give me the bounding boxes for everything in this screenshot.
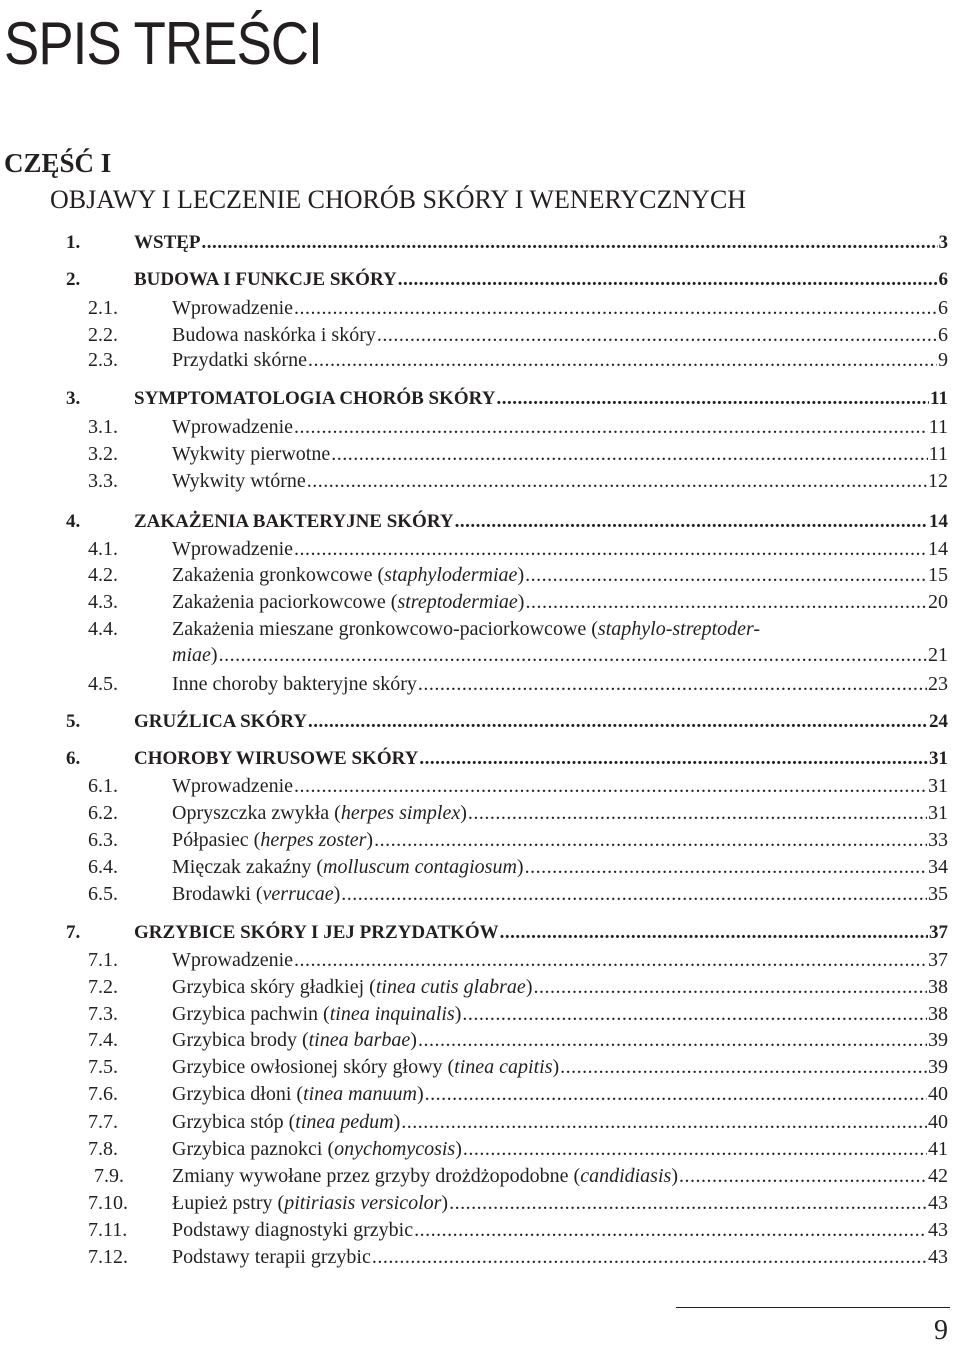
toc-number: 7.6.: [88, 1083, 118, 1105]
toc-leader: [372, 1243, 927, 1271]
toc-leader: [496, 385, 929, 413]
toc-entry[interactable]: [0, 1080, 960, 1108]
toc-label: Półpasiec (herpes zoster): [172, 829, 374, 851]
toc-leader: [398, 266, 938, 294]
toc-page: 33: [928, 829, 948, 851]
toc-page: 38: [928, 976, 948, 998]
toc-label-continued: miae): [172, 644, 218, 666]
toc-page: 43: [928, 1219, 948, 1241]
toc-label: Wprowadzenie: [172, 775, 294, 797]
toc-label: Wprowadzenie: [172, 416, 294, 438]
toc-number: 3.1.: [88, 416, 118, 438]
toc-leader: [463, 1135, 927, 1163]
toc-page: 23: [928, 673, 948, 695]
toc-leader: [525, 853, 927, 881]
toc-entry[interactable]: [0, 1135, 960, 1163]
toc-label: Mięczak zakaźny (molluscum contagiosum): [172, 856, 524, 878]
toc-number: 6.3.: [88, 829, 118, 851]
toc-leader: [455, 508, 928, 536]
toc-entry[interactable]: [0, 708, 960, 736]
toc-entry[interactable]: [0, 508, 960, 536]
page-title: SPIS TREŚCI: [4, 10, 322, 77]
toc-entry[interactable]: [0, 615, 960, 643]
toc-label: Podstawy terapii grzybic: [172, 1246, 371, 1268]
toc-label: Podstawy diagnostyki grzybic: [172, 1219, 414, 1241]
toc-page: 14: [928, 538, 948, 560]
toc-number: 7.12.: [88, 1246, 128, 1268]
toc-entry[interactable]: [0, 1026, 960, 1054]
toc-label: Zakażenia paciorkowcowe (streptodermiae): [172, 591, 525, 613]
toc-leader: [341, 880, 927, 908]
toc-number: 3.3.: [88, 470, 118, 492]
toc-leader: [418, 670, 927, 698]
toc-page: 9: [938, 349, 948, 371]
toc-label: Zmiany wywołane przez grzyby drożdżopodobne (candidiasis): [172, 1165, 678, 1187]
toc-leader: [414, 1216, 927, 1244]
toc-label: Grzybice owłosionej skóry głowy (tinea capitis): [172, 1056, 560, 1078]
toc-label: Grzybica stóp (tinea pedum): [172, 1111, 401, 1133]
toc-leader: [294, 946, 927, 974]
toc-number: 3.2.: [88, 443, 118, 465]
toc-leader: [679, 1162, 927, 1190]
toc-label: Wprowadzenie: [172, 297, 294, 319]
toc-entry[interactable]: [0, 346, 960, 374]
toc-entry[interactable]: [0, 745, 960, 773]
toc-page: 3: [938, 232, 948, 253]
part-heading: CZĘŚĆ I: [4, 148, 112, 178]
toc-page: 43: [928, 1192, 948, 1214]
toc-entry[interactable]: [0, 799, 960, 827]
toc-number: 7.10.: [88, 1192, 128, 1214]
toc-label: BUDOWA I FUNKCJE SKÓRY: [134, 269, 397, 290]
toc-page: 38: [928, 1003, 948, 1025]
toc-number: 6.4.: [88, 856, 118, 878]
toc-number: 5.: [66, 711, 81, 732]
toc-label: GRZYBICE SKÓRY I JEJ PRZYDATKÓW: [134, 922, 499, 943]
toc-number: 7.1.: [88, 949, 118, 971]
toc-label: Wykwity pierwotne: [172, 443, 331, 465]
toc-page: 6: [938, 297, 948, 319]
toc-page: 40: [928, 1111, 948, 1133]
toc-leader: [418, 1026, 927, 1054]
toc-leader: [449, 1189, 927, 1217]
toc-page: 41: [928, 1138, 948, 1160]
toc-leader: [525, 588, 927, 616]
toc-number: 1.: [66, 232, 81, 253]
toc-leader: [331, 440, 928, 468]
toc-entry[interactable]: [0, 321, 960, 349]
toc-number: 4.2.: [88, 564, 118, 586]
toc-entry[interactable]: [0, 670, 960, 698]
toc-number: 6.2.: [88, 802, 118, 824]
toc-page: 15: [928, 564, 948, 586]
toc-page: 39: [928, 1056, 948, 1078]
toc-page: 11: [930, 388, 948, 409]
toc-label: Przydatki skórne: [172, 349, 307, 371]
toc-entry[interactable]: [0, 946, 960, 974]
toc-number: 6.1.: [88, 775, 118, 797]
toc-number: 4.4.: [88, 618, 118, 640]
toc-number: 6.5.: [88, 883, 118, 905]
toc-page: 34: [928, 856, 948, 878]
toc-page: 35: [928, 883, 948, 905]
toc-leader: [307, 467, 927, 495]
toc-entry[interactable]: [0, 467, 960, 495]
toc-label: CHOROBY WIRUSOWE SKÓRY: [134, 748, 419, 769]
toc-label: Wprowadzenie: [172, 538, 294, 560]
toc-entry[interactable]: [0, 1162, 960, 1190]
toc-page: 40: [928, 1083, 948, 1105]
toc-entry[interactable]: [0, 385, 960, 413]
toc-leader: [500, 919, 928, 947]
toc-number: 7.11.: [88, 1219, 128, 1241]
toc-label: Wykwity wtórne: [172, 470, 306, 492]
toc-leader: [202, 229, 938, 257]
toc-leader: [401, 1108, 927, 1136]
toc-label: Zakażenia mieszane gronkowcowo-paciorkowcowe (staphylo-streptoder-: [172, 618, 761, 640]
toc-leader: [294, 535, 927, 563]
toc-entry[interactable]: [0, 853, 960, 881]
toc-number: 2.2.: [88, 324, 118, 346]
toc-page: 39: [928, 1029, 948, 1051]
toc-entry[interactable]: [0, 413, 960, 441]
toc-number: 2.1.: [88, 297, 118, 319]
toc-entry[interactable]: [0, 973, 960, 1001]
toc-entry[interactable]: [0, 266, 960, 294]
toc-leader: [294, 413, 928, 441]
toc-leader: [308, 346, 937, 374]
toc-number: 7.7.: [88, 1111, 118, 1133]
toc-entry[interactable]: [0, 1216, 960, 1244]
toc-label: Grzybica brody (tinea barbae): [172, 1029, 417, 1051]
toc-leader: [294, 294, 937, 322]
toc-leader: [468, 799, 927, 827]
toc-entry-continued[interactable]: [0, 641, 960, 669]
toc-label: Wprowadzenie: [172, 949, 294, 971]
toc-number: 7.: [66, 922, 81, 943]
toc-leader: [374, 826, 927, 854]
toc-page: 37: [928, 949, 948, 971]
toc-label: Łupież pstry (pitiriasis versicolor): [172, 1192, 449, 1214]
toc-label: GRUŹLICA SKÓRY: [134, 711, 308, 732]
toc-entry[interactable]: [0, 1000, 960, 1028]
toc-number: 7.5.: [88, 1056, 118, 1078]
toc-entry[interactable]: [0, 294, 960, 322]
toc-leader: [377, 321, 937, 349]
toc-number: 7.3.: [88, 1003, 118, 1025]
toc-page: 31: [928, 775, 948, 797]
toc-number: 2.3.: [88, 349, 118, 371]
toc-label: WSTĘP: [134, 232, 201, 253]
toc-label: Brodawki (verrucae): [172, 883, 341, 905]
toc-leader: [294, 772, 927, 800]
toc-entry[interactable]: [0, 1189, 960, 1217]
toc-number: 7.9.: [94, 1165, 124, 1187]
toc-number: 6.: [66, 748, 81, 769]
toc-entry[interactable]: [0, 826, 960, 854]
footer-rule: [676, 1307, 950, 1308]
toc-label: Zakażenia gronkowcowe (staphylodermiae): [172, 564, 525, 586]
page-number: 9: [934, 1315, 948, 1346]
toc-page: 43: [928, 1246, 948, 1268]
toc-number: 4.5.: [88, 673, 118, 695]
toc-leader: [308, 708, 928, 736]
toc-entry[interactable]: [0, 229, 960, 257]
toc-entry[interactable]: [0, 1108, 960, 1136]
toc-leader: [419, 745, 928, 773]
toc-number: 2.: [66, 269, 81, 290]
toc-label: Grzybica paznokci (onychomycosis): [172, 1138, 462, 1160]
toc-leader: [525, 561, 927, 589]
toc-label: Inne choroby bakteryjne skóry: [172, 673, 417, 695]
toc-entry[interactable]: [0, 440, 960, 468]
toc-number: 7.2.: [88, 976, 118, 998]
toc-label: Budowa naskórka i skóry: [172, 324, 376, 346]
toc-leader: [533, 973, 927, 1001]
toc-entry[interactable]: [0, 535, 960, 563]
toc-entry[interactable]: [0, 1053, 960, 1081]
toc-page: 14: [929, 511, 948, 532]
toc-leader: [560, 1053, 927, 1081]
toc-entry[interactable]: [0, 772, 960, 800]
toc-page: 42: [928, 1165, 948, 1187]
toc-label: Grzybica skóry gładkiej (tinea cutis glabrae): [172, 976, 533, 998]
toc-page: 11: [928, 416, 948, 438]
toc-number: 4.1.: [88, 538, 118, 560]
toc-page: 24: [929, 711, 948, 732]
toc-page: 20: [928, 591, 948, 613]
toc-label: Opryszczka zwykła (herpes simplex): [172, 802, 467, 824]
toc-entry[interactable]: [0, 588, 960, 616]
toc-label: Grzybica pachwin (tinea inquinalis): [172, 1003, 462, 1025]
toc-entry[interactable]: [0, 1243, 960, 1271]
toc-number: 7.4.: [88, 1029, 118, 1051]
toc-page: 12: [928, 470, 948, 492]
toc-number: 4.3.: [88, 591, 118, 613]
toc-leader: [219, 641, 927, 669]
toc-page: 6: [938, 324, 948, 346]
toc-page: 6: [938, 269, 948, 290]
toc-label: Grzybica dłoni (tinea manuum): [172, 1083, 424, 1105]
toc-number: 4.: [66, 511, 81, 532]
toc-page: 37: [929, 922, 948, 943]
toc-page: 21: [928, 644, 948, 666]
toc-leader: [425, 1080, 927, 1108]
toc-label: SYMPTOMATOLOGIA CHORÓB SKÓRY: [134, 388, 496, 409]
toc-number: 3.: [66, 388, 81, 409]
toc-page: 31: [928, 802, 948, 824]
toc-number: 7.8.: [88, 1138, 118, 1160]
toc-entry[interactable]: [0, 919, 960, 947]
toc-entry[interactable]: [0, 561, 960, 589]
toc-page: 11: [928, 443, 948, 465]
toc-page: 31: [929, 748, 948, 769]
toc-label: ZAKAŻENIA BAKTERYJNE SKÓRY: [134, 511, 454, 532]
part-title: OBJAWY I LECZENIE CHORÓB SKÓRY I WENERYCZNYCH: [50, 185, 747, 214]
toc-entry[interactable]: [0, 880, 960, 908]
toc-leader: [462, 1000, 927, 1028]
